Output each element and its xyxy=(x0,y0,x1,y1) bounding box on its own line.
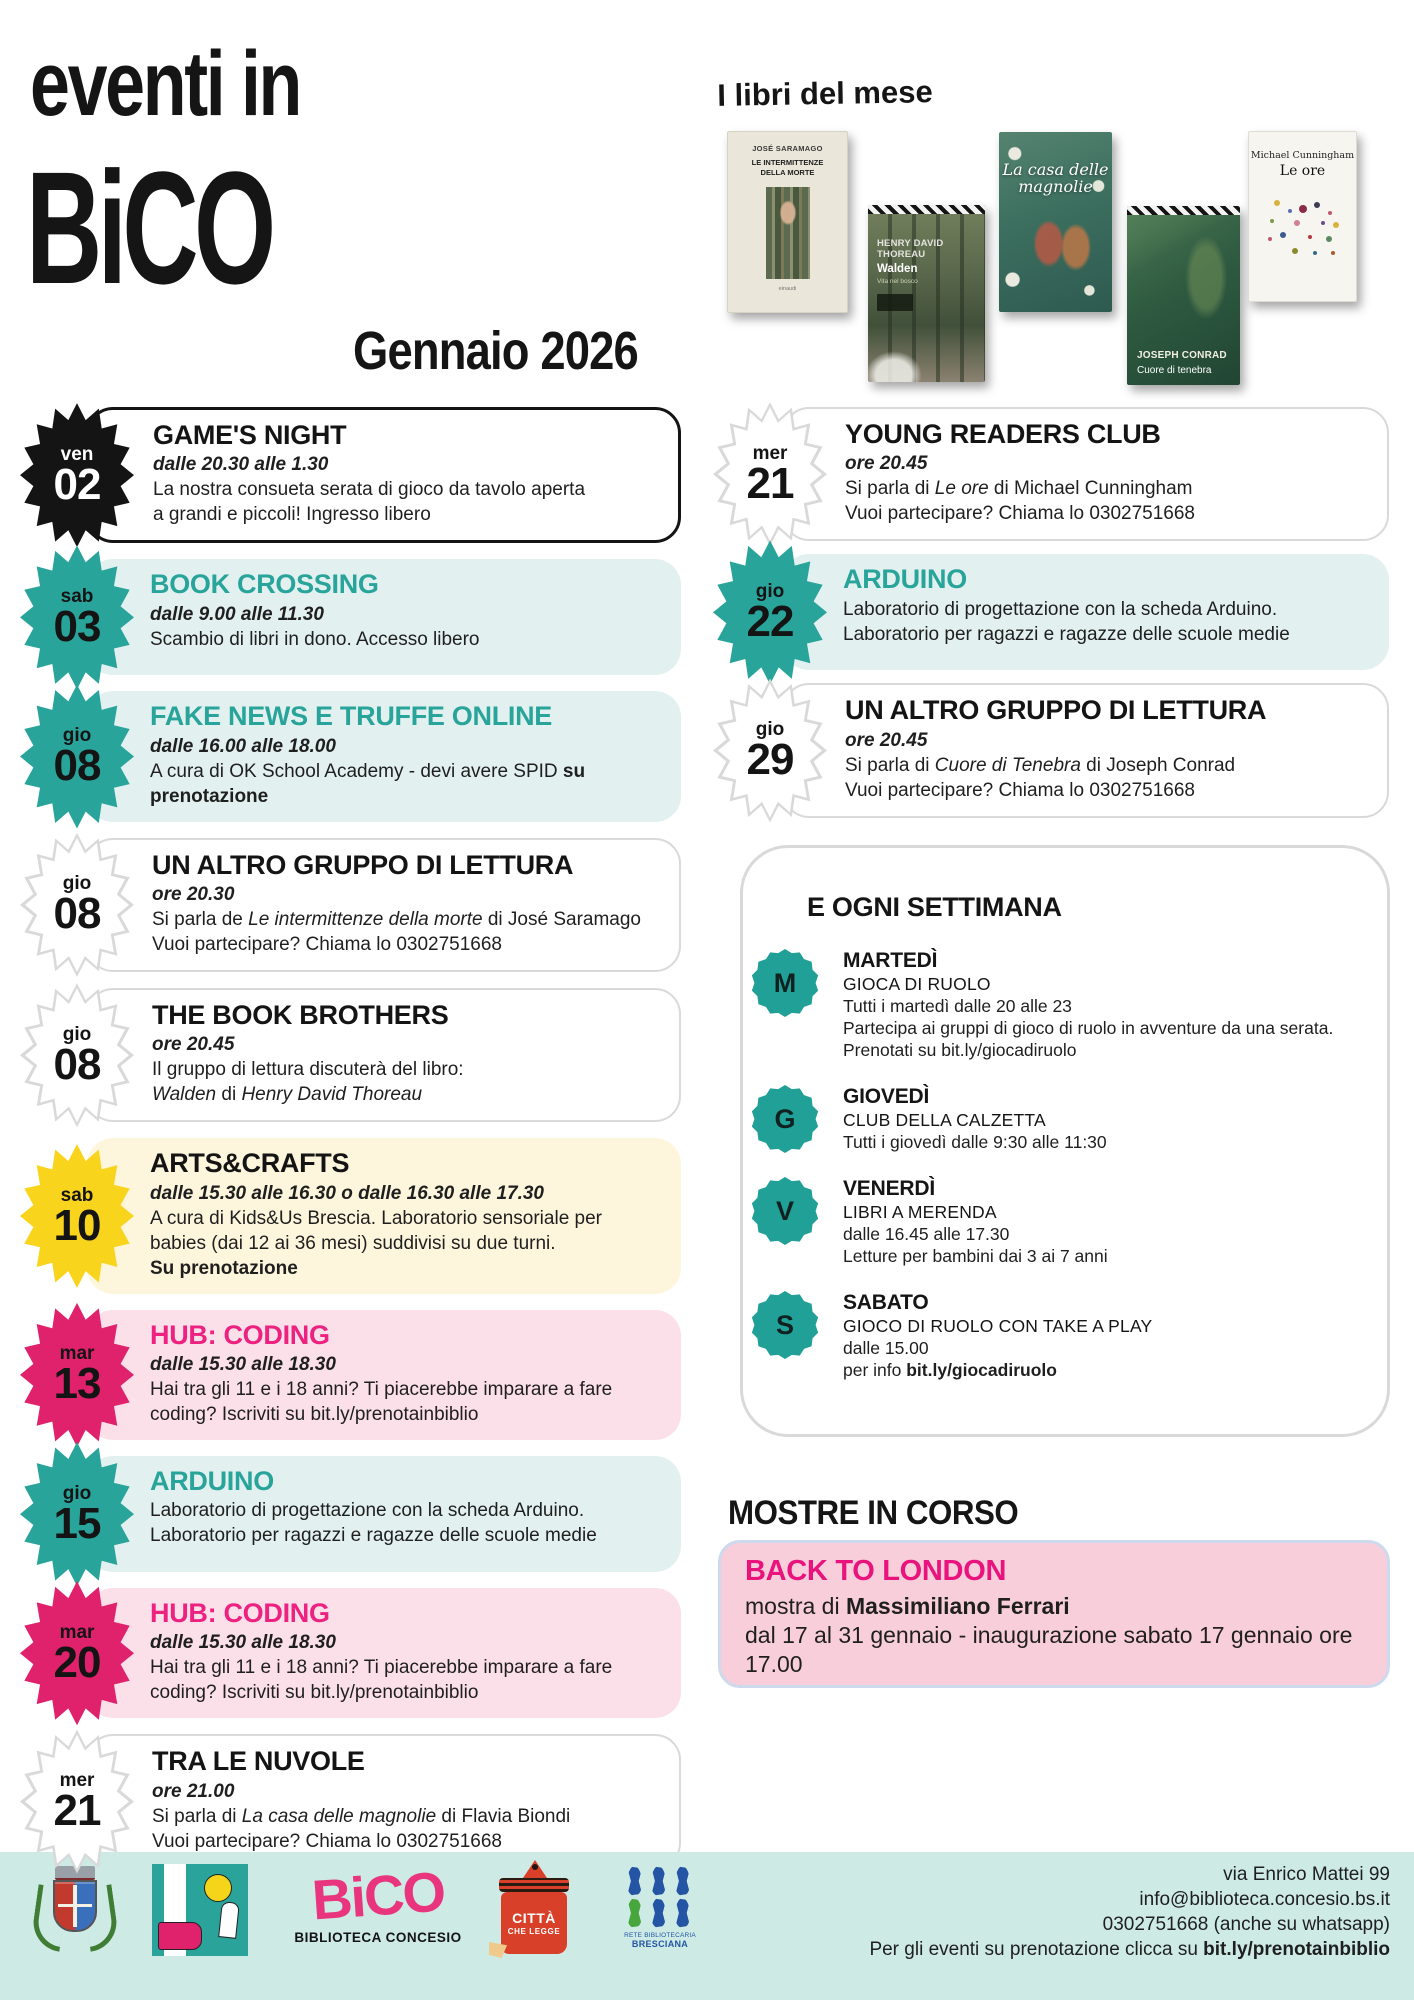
weekday-badge xyxy=(751,1177,819,1245)
text-line: Scambio di libri in dono. Accesso libero xyxy=(150,628,480,650)
badge-day-label: gio xyxy=(62,725,92,747)
waves-icon xyxy=(627,1866,693,1928)
text-line: a grandi e piccoli! Ingresso libero xyxy=(153,504,431,526)
text-line: Laboratorio di progettazione con la scheda Arduino. xyxy=(843,598,1278,620)
rete-label-2: BRESCIANA xyxy=(631,1939,689,1949)
event-card xyxy=(87,691,681,821)
badge-day-number: 08 xyxy=(53,1039,101,1089)
text-line: dalle 15.30 alle 18.30 xyxy=(150,1354,336,1376)
event-title: ARTS&CRAFTS xyxy=(150,1148,350,1179)
weekly-event-name: LIBRI A MERENDA xyxy=(843,1202,997,1222)
text-line: Hai tra gli 11 e i 18 anni? Ti piacerebbe imparare a fare xyxy=(150,1379,613,1401)
event-card-row xyxy=(20,1588,681,1718)
weekday-badge xyxy=(751,949,819,1017)
text-line: Prenotati su bit.ly/giocadiruolo xyxy=(843,1040,1077,1060)
date-badge xyxy=(20,1303,134,1447)
dot-icon xyxy=(532,1864,538,1870)
concesio-hands-logo xyxy=(152,1864,248,1956)
date-badge xyxy=(20,1581,134,1725)
event-title: UN ALTRO GRUPPO DI LETTURA xyxy=(152,849,574,880)
badge-day-number: 15 xyxy=(53,1498,101,1548)
book-title: LE INTERMITTENZE DELLA MORTE xyxy=(751,158,824,177)
lightbulb-icon xyxy=(204,1874,232,1902)
weekly-item xyxy=(743,1291,1387,1381)
weekly-event-name: GIOCO DI RUOLO CON TAKE A PLAY xyxy=(843,1316,1153,1336)
text-line: dalle 20.30 alle 1.30 xyxy=(153,454,329,476)
badge-day-number: 08 xyxy=(53,741,101,791)
exhibition-title: BACK TO LONDON xyxy=(745,1555,1007,1587)
badge-day-number: 21 xyxy=(53,1786,101,1836)
text-line: prenotazione xyxy=(150,785,269,807)
event-card xyxy=(87,838,681,972)
text-line: dalle 15.30 alle 18.30 xyxy=(150,1632,336,1654)
badge-day-number: 10 xyxy=(53,1200,101,1250)
event-card xyxy=(87,988,681,1122)
date-badge xyxy=(20,403,134,547)
comune-crest-logo xyxy=(36,1866,114,1958)
weekday-letter: V xyxy=(775,1195,794,1226)
text-line: dalle 16.45 alle 17.30 xyxy=(843,1224,1010,1244)
weekday-letter: S xyxy=(775,1309,794,1340)
contact-info xyxy=(869,1862,1390,1962)
events-column-right xyxy=(713,407,1389,831)
event-title: FAKE NEWS E TRUFFE ONLINE xyxy=(150,701,553,732)
text-line: Si parla di La casa delle magnolie di Flavia Biondi xyxy=(152,1805,571,1827)
book-author: JOSEPH CONRAD xyxy=(1137,350,1227,361)
text-line: dalle 15.30 alle 16.30 o dalle 16.30 alle 17.30 xyxy=(150,1182,544,1204)
book-cover-leore xyxy=(1248,131,1357,302)
book-cover-art xyxy=(766,187,810,279)
events-column-left xyxy=(20,407,681,1885)
book-cover-conrad xyxy=(1127,206,1240,385)
text-line: Hai tra gli 11 e i 18 anni? Ti piacerebbe imparare a fare xyxy=(150,1657,613,1679)
book-author: JOSÉ SARAMAGO xyxy=(752,144,823,153)
text-line: Laboratorio per ragazzi e ragazze delle scuole medie xyxy=(843,623,1290,645)
date-badge xyxy=(20,833,134,977)
text-line: Vuoi partecipare? Chiama lo 0302751668 xyxy=(152,934,502,956)
poster-month: Gennaio 2026 xyxy=(353,321,638,381)
weekly-events-panel xyxy=(740,845,1390,1437)
event-card-row xyxy=(713,554,1389,670)
text-line: Laboratorio per ragazzi e ragazze delle scuole medie xyxy=(150,1525,597,1547)
event-title: BOOK CROSSING xyxy=(150,569,379,600)
exhibitions-heading: MOSTRE IN CORSO xyxy=(728,1494,1019,1532)
text-line: mostra di Massimiliano Ferrari xyxy=(745,1593,1070,1619)
weekly-event-name: GIOCA DI RUOLO xyxy=(843,974,991,994)
hazard-stripe-icon xyxy=(868,205,985,214)
text-line: 0302751668 (anche su whatsapp) xyxy=(1102,1914,1390,1935)
event-card-row xyxy=(20,1734,681,1868)
event-card-row xyxy=(20,838,681,972)
event-title: HUB: CODING xyxy=(150,1598,330,1629)
date-badge xyxy=(713,402,827,546)
badge-day-number: 20 xyxy=(53,1637,101,1687)
event-title: UN ALTRO GRUPPO DI LETTURA xyxy=(845,695,1267,726)
weekday-name: GIOVEDÌ xyxy=(843,1085,930,1108)
date-badge xyxy=(20,1144,134,1288)
book-cover-walden xyxy=(868,205,985,382)
text-line: ore 20.30 xyxy=(152,884,235,906)
text-line: Tutti i giovedì dalle 9:30 alle 11:30 xyxy=(843,1132,1107,1152)
text-line: Walden di Henry David Thoreau xyxy=(152,1084,423,1106)
weekday-name: SABATO xyxy=(843,1291,929,1314)
weekday-badge xyxy=(751,1291,819,1359)
event-card-row xyxy=(713,683,1389,817)
text-line: dalle 9.00 alle 11.30 xyxy=(150,603,324,625)
event-title: THE BOOK BROTHERS xyxy=(152,1000,449,1031)
book-author: HENRY DAVID THOREAU xyxy=(877,238,944,261)
weekly-items xyxy=(743,949,1387,1381)
poster-title-line1: eventi in xyxy=(30,33,301,135)
text-line: ore 20.45 xyxy=(845,729,928,751)
text-line: coding? Iscriviti su bit.ly/prenotainbiblio xyxy=(150,1404,479,1426)
book-icon xyxy=(158,1922,202,1950)
book-author: Michael Cunningham xyxy=(1250,150,1355,161)
weekday-name: MARTEDÌ xyxy=(843,949,938,972)
book-cover-saramago xyxy=(727,131,848,313)
event-card-row xyxy=(20,1138,681,1293)
badge-day-number: 21 xyxy=(746,458,794,508)
weekday-badge xyxy=(751,1085,819,1153)
weekday-letter: M xyxy=(773,967,797,998)
text-line: Vuoi partecipare? Chiama lo 0302751668 xyxy=(152,1830,502,1852)
text-line: dalle 15.00 xyxy=(843,1338,929,1358)
text-line: Vuoi partecipare? Chiama lo 0302751668 xyxy=(845,503,1195,525)
text-line: 17.00 xyxy=(745,1651,803,1677)
text-line: dalle 16.00 alle 18.00 xyxy=(150,735,336,757)
text-line: ore 20.45 xyxy=(845,453,928,475)
event-card xyxy=(87,559,681,675)
event-card-row xyxy=(713,407,1389,541)
event-card-row xyxy=(20,988,681,1122)
hazard-stripe-icon xyxy=(1127,206,1240,215)
weekly-event-name: CLUB DELLA CALZETTA xyxy=(843,1110,1046,1130)
bico-library-logo xyxy=(286,1859,470,1945)
badge-day-label: gio xyxy=(62,873,92,895)
book-subtitle: Vita nel bosco xyxy=(877,277,918,285)
event-card xyxy=(87,1734,681,1868)
text-line: Si parla di Le ore di Michael Cunningham xyxy=(845,478,1193,500)
book-title: Walden xyxy=(877,262,918,275)
text-line: via Enrico Mattei 99 xyxy=(1223,1864,1390,1885)
text-line: A cura di OK School Academy - devi avere SPID su xyxy=(150,760,586,782)
badge-day-label: gio xyxy=(755,719,785,741)
event-card xyxy=(87,1588,681,1718)
text-line: coding? Iscriviti su bit.ly/prenotainbiblio xyxy=(150,1682,479,1704)
book-pages-icon xyxy=(499,1878,569,1892)
event-card-row xyxy=(20,559,681,675)
date-badge xyxy=(20,545,134,689)
event-title: ARDUINO xyxy=(150,1466,274,1497)
footer xyxy=(0,1852,1414,2000)
citta-label-1: CITTÀ xyxy=(512,1909,556,1926)
date-badge xyxy=(20,685,134,829)
text-line: dal 17 al 31 gennaio - inaugurazione sabato 17 gennaio ore xyxy=(745,1622,1353,1648)
text-line: Vuoi partecipare? Chiama lo 0302751668 xyxy=(845,779,1195,801)
text-line: per info bit.ly/giocadiruolo xyxy=(843,1360,1057,1380)
text-line: Partecipa ai gruppi di gioco di ruolo in avventure da una serata. xyxy=(843,1018,1334,1038)
event-card-row xyxy=(20,407,681,543)
event-card-row xyxy=(20,691,681,821)
weekday-letter: G xyxy=(774,1103,796,1134)
poster-title-line2: BiCO xyxy=(26,138,272,317)
event-card xyxy=(783,554,1389,670)
event-title: GAME'S NIGHT xyxy=(153,420,347,450)
text-line: ore 21.00 xyxy=(152,1780,235,1802)
event-title: YOUNG READERS CLUB xyxy=(845,419,1161,449)
event-card xyxy=(87,1310,681,1440)
crest-shield-icon xyxy=(53,1880,97,1932)
badge-day-label: gio xyxy=(62,1023,92,1045)
badge-day-label: gio xyxy=(755,580,785,602)
flowers-art-icon xyxy=(1299,205,1307,213)
hand-icon xyxy=(218,1901,240,1939)
event-title: ARDUINO xyxy=(843,564,967,595)
date-badge xyxy=(20,1730,134,1874)
bico-logo-subtext: BIBLIOTECA CONCESIO xyxy=(294,1930,462,1945)
badge-day-label: sab xyxy=(60,585,94,607)
bico-logo-text: BiCO xyxy=(309,1859,447,1932)
text-line: Il gruppo di lettura discuterà del libro: xyxy=(152,1059,464,1081)
badge-day-label: mer xyxy=(59,1770,95,1792)
book-publisher: einaudi xyxy=(778,285,797,292)
text-line: Laboratorio di progettazione con la scheda Arduino. xyxy=(150,1500,585,1522)
badge-day-number: 29 xyxy=(746,735,794,785)
text-line: Si parla di Cuore di Tenebra di Joseph Conrad xyxy=(845,754,1236,776)
date-badge xyxy=(20,983,134,1127)
event-card xyxy=(87,407,681,543)
weekly-item xyxy=(743,949,1387,1061)
publisher-mark-icon xyxy=(877,294,913,311)
event-title: HUB: CODING xyxy=(150,1319,330,1350)
event-card xyxy=(87,1456,681,1572)
badge-day-label: sab xyxy=(60,1184,94,1206)
citta-label-2: CHE LEGGE xyxy=(507,1926,561,1936)
badge-day-number: 03 xyxy=(53,601,101,651)
badge-day-label: ven xyxy=(60,443,94,465)
book-title: La casa delle magnolie xyxy=(1002,160,1109,196)
badge-day-label: mar xyxy=(59,1621,95,1643)
text-line: A cura di Kids&Us Brescia. Laboratorio sensoriale per xyxy=(150,1207,603,1229)
text-line: Si parla de Le intermittenze della morte di José Saramago xyxy=(152,909,641,931)
text-line: Letture per bambini dai 3 ai 7 anni xyxy=(843,1246,1108,1266)
badge-day-number: 08 xyxy=(53,889,101,939)
book-title: Cuore di tenebra xyxy=(1137,365,1212,376)
badge-day-number: 13 xyxy=(53,1359,101,1409)
rete-bibliotecaria-logo xyxy=(622,1866,698,1960)
weekday-name: VENERDÌ xyxy=(843,1177,935,1200)
event-card xyxy=(783,683,1389,817)
event-card-row xyxy=(20,1310,681,1440)
text-line: info@biblioteca.concesio.bs.it xyxy=(1139,1889,1390,1910)
rete-label-1: RETE BIBLIOTECARIA xyxy=(624,1932,696,1939)
badge-day-label: gio xyxy=(62,1482,92,1504)
badge-day-number: 02 xyxy=(53,459,101,509)
date-badge xyxy=(20,1442,134,1586)
badge-day-label: mer xyxy=(752,442,788,464)
exhibition-details xyxy=(745,1592,1363,1679)
text-line: babies (dai 12 ai 36 mesi) suddivisi su due turni. xyxy=(150,1232,556,1254)
weekly-heading: E OGNI SETTIMANA xyxy=(807,892,1062,922)
badge-day-number: 22 xyxy=(746,596,794,646)
book-title: Le ore xyxy=(1279,163,1326,179)
event-title: TRA LE NUVOLE xyxy=(152,1746,365,1777)
books-of-month-heading: I libri del mese xyxy=(717,74,933,113)
text-line: La nostra consueta serata di gioco da tavolo aperta xyxy=(153,479,586,501)
event-card-row xyxy=(20,1456,681,1572)
text-line: Su prenotazione xyxy=(150,1257,298,1279)
event-card xyxy=(87,1138,681,1293)
date-badge xyxy=(713,679,827,823)
book-cover-magnolie xyxy=(999,132,1112,312)
text-line: Tutti i martedì dalle 20 alle 23 xyxy=(843,996,1072,1016)
weekly-item xyxy=(743,1177,1387,1267)
text-line: Per gli eventi su prenotazione clicca su bit.ly/prenotainbiblio xyxy=(869,1939,1390,1960)
weekly-item xyxy=(743,1085,1387,1153)
text-line: ore 20.45 xyxy=(152,1034,235,1056)
red-book-icon xyxy=(501,1892,567,1954)
citta-che-legge-logo xyxy=(489,1860,581,1960)
exhibition-card xyxy=(718,1540,1390,1688)
badge-day-label: mar xyxy=(59,1343,95,1365)
date-badge xyxy=(713,540,827,684)
event-card xyxy=(783,407,1389,541)
